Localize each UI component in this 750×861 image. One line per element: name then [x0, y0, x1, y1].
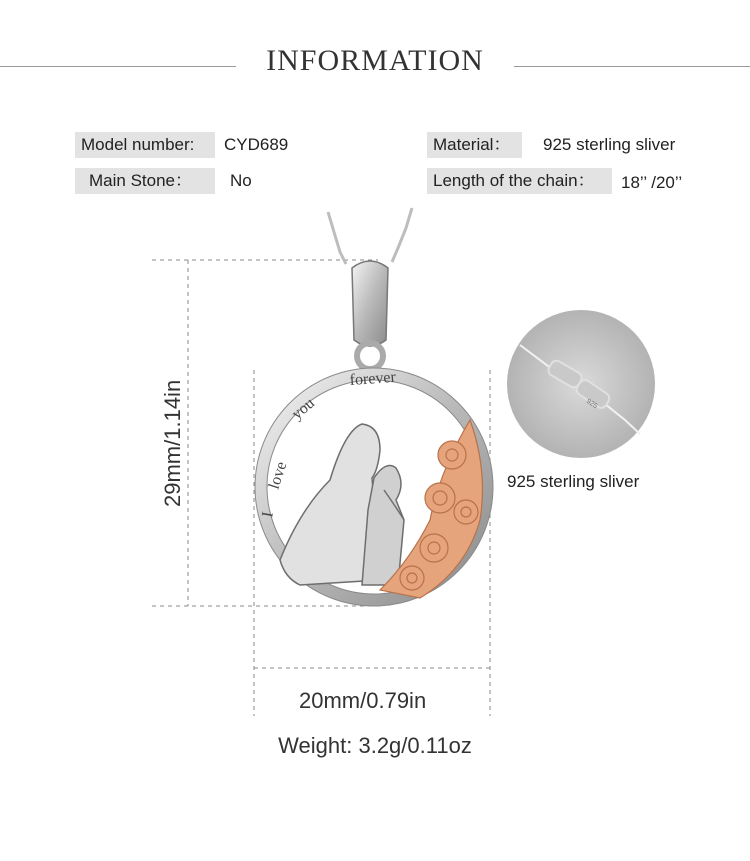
spec-label-material: Material：	[427, 132, 522, 158]
pendant-bail	[352, 261, 388, 346]
width-dimension-label: 20mm/0.79in	[299, 688, 427, 713]
spec-label-model-number: Model number:	[75, 132, 215, 158]
page-title: INFORMATION	[266, 44, 484, 77]
clasp-hallmark: 925	[584, 397, 599, 411]
spec-value-material: 925 sterling sliver	[543, 135, 676, 154]
spec-label-chain-length: Length of the chain：	[427, 168, 612, 194]
pendant-jump-ring	[357, 343, 383, 369]
engraving-i: I	[259, 510, 277, 519]
weight-label: Weight: 3.2g/0.11oz	[278, 733, 472, 758]
spec-value-model-number: CYD689	[224, 135, 289, 154]
engraving-forever: forever	[349, 368, 397, 389]
spec-value-main-stone: No	[230, 171, 252, 190]
chain	[328, 208, 412, 264]
detail-caption: 925 sterling sliver	[507, 472, 640, 491]
spec-value-chain-length: 18’’ /20’’	[621, 173, 683, 192]
engraving-you: you	[288, 394, 318, 424]
spec-label-main-stone: Main Stone：	[75, 168, 215, 194]
engraving-love: love	[265, 459, 291, 492]
height-dimension-label: 29mm/1.14in	[160, 379, 185, 507]
